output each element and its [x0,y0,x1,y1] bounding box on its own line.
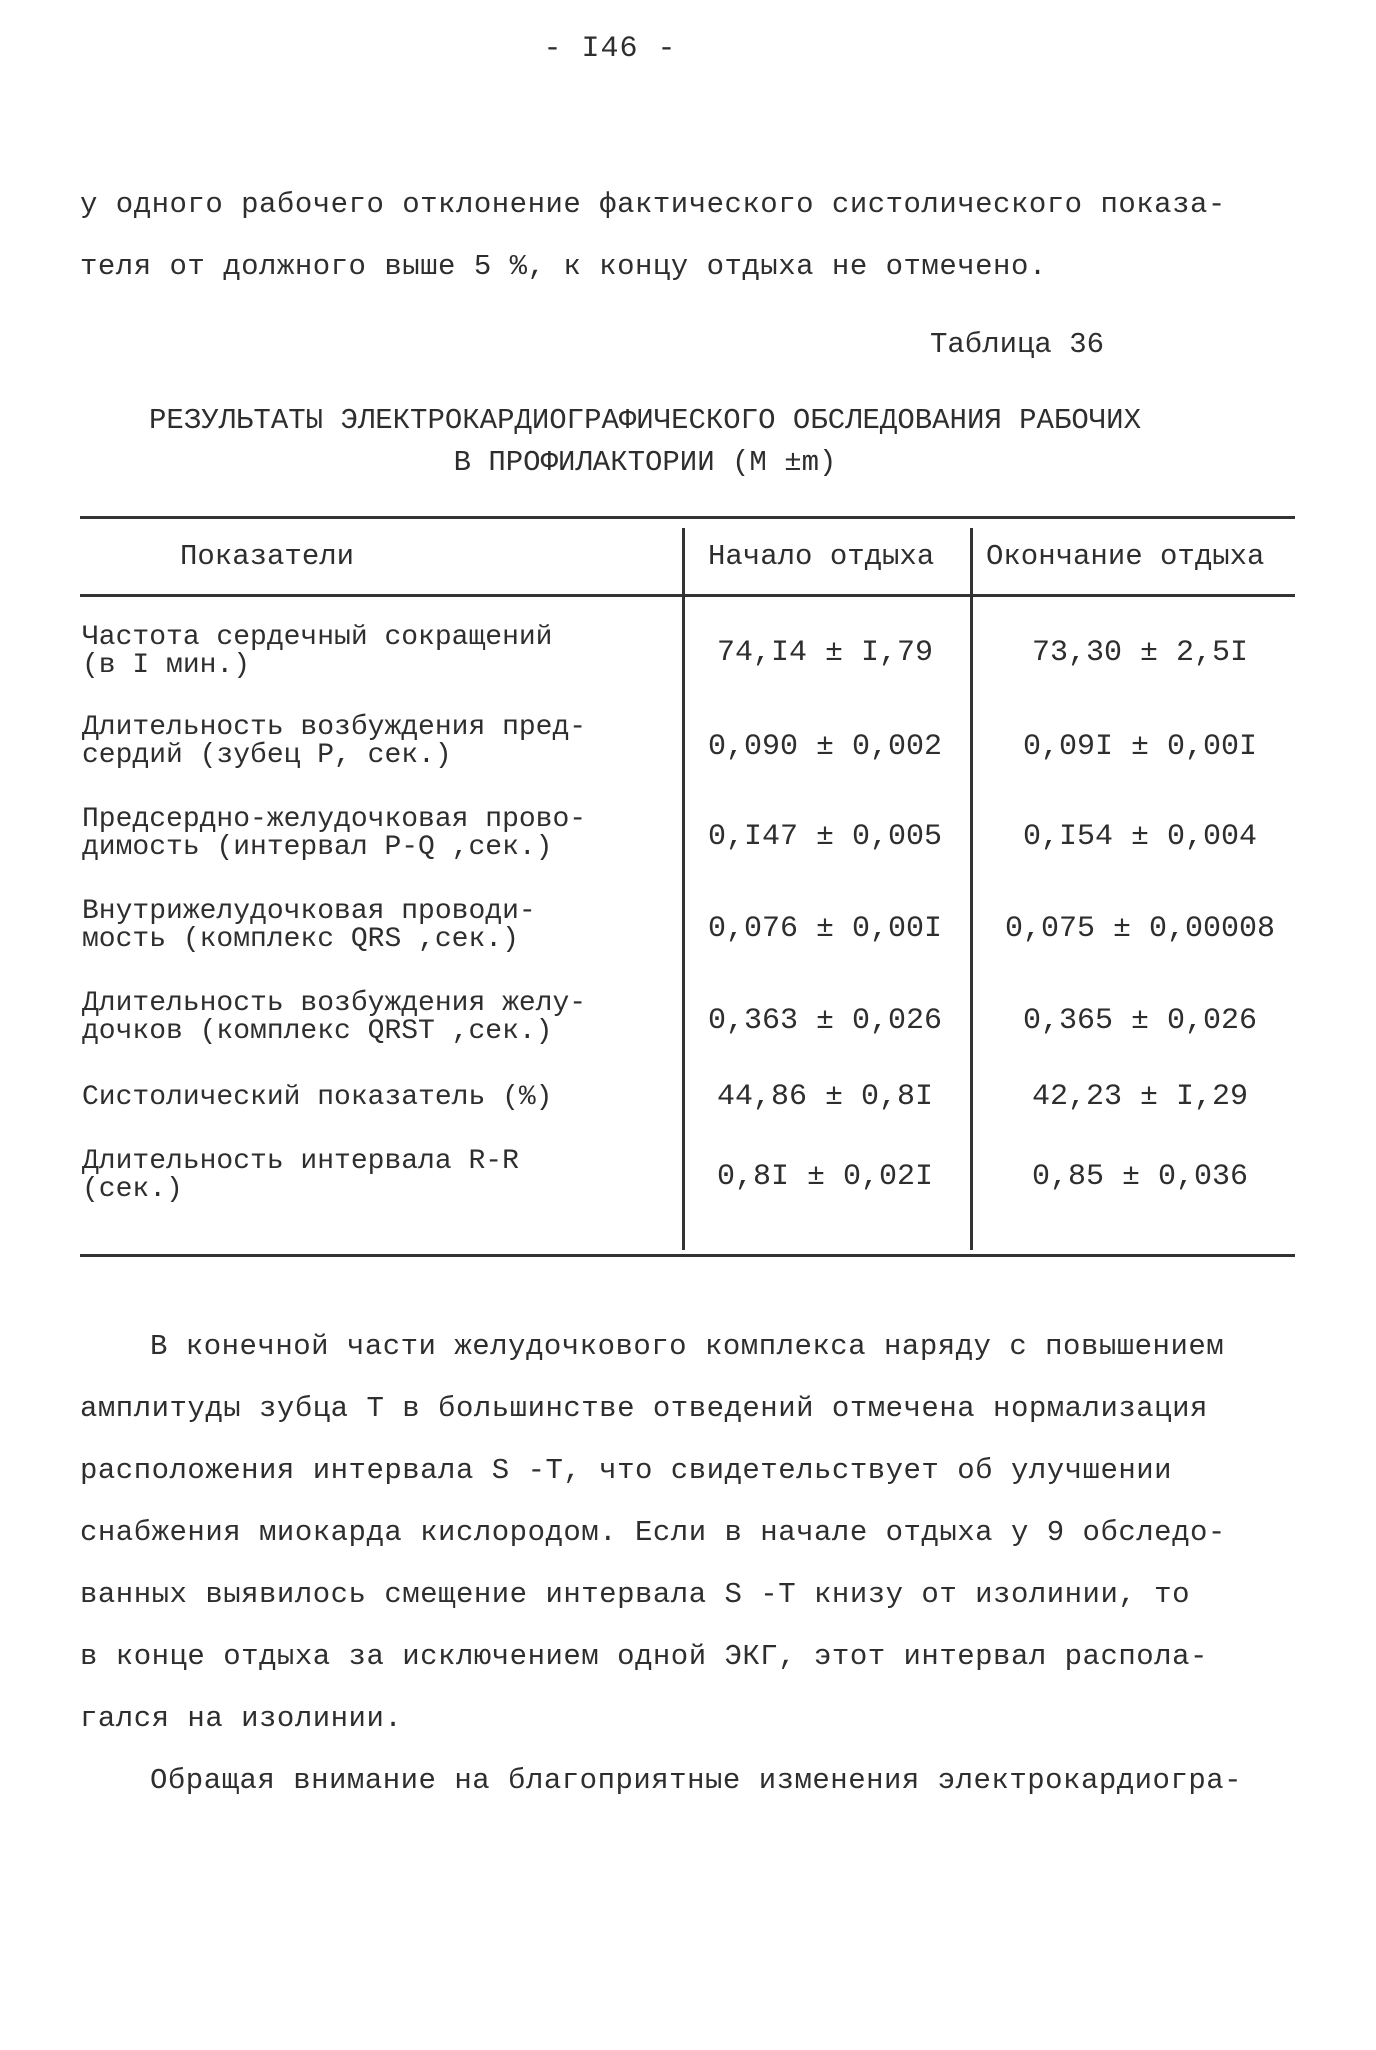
table-bottom-rule [80,1254,1295,1257]
row-label: Частота сердечный сокращений (в I мин.) [82,622,553,681]
row-label: Предсердно-желудочковая прово- димость (интервал P-Q ,сек.) [82,804,587,863]
intro-line-1: у одного рабочего отклонение фактического систолического показа- [80,188,1226,221]
body-line-5: ванных выявилось смещение интервала S -Т книзу от изолинии, то [80,1578,1190,1611]
table-title-line-2: В ПРОФИЛАКТОРИИ (М ±m) [453,446,837,479]
table-column-divider-1 [682,528,685,1250]
body-line-7: гался на изолинии. [80,1702,403,1735]
body-line-2: амплитуды зубца Т в большинстве отведений отмечена нормализация [80,1392,1208,1425]
body-line-3: расположения интервала S -Т, что свидетельствует об улучшении [80,1454,1173,1487]
column-header-start: Начало отдыха [708,540,935,573]
page-number: - I46 - [543,32,677,66]
row-end-value: 0,075 ± 0,00008 [1004,912,1276,946]
body-line-4: снабжения миокарда кислородом. Если в начале отдыха у 9 обследо- [80,1516,1226,1549]
table-number: Таблица 36 [930,328,1105,361]
row-end-value: 0,I54 ± 0,004 [1022,820,1258,854]
row-label: Длительность возбуждения желу- дочков (комплекс QRST ,сек.) [82,988,587,1047]
column-header-indicators: Показатели [180,540,355,573]
row-label: Внутрижелудочковая проводи- мость (комплекс QRS ,сек.) [82,896,536,955]
body-line-8: Обращая внимание на благоприятные изменения электрокардиогра- [150,1764,1243,1797]
table-header-rule [80,594,1295,597]
intro-line-2: теля от должного выше 5 %, к концу отдыха не отмечено. [80,250,1047,283]
row-start-value: 74,I4 ± I,79 [716,636,934,670]
row-end-value: 73,30 ± 2,5I [1031,636,1249,670]
row-label: Систолический показатель (%) [82,1082,553,1113]
row-start-value: 0,090 ± 0,002 [707,730,943,764]
row-start-value: 0,076 ± 0,00I [707,912,943,946]
row-end-value: 0,365 ± 0,026 [1022,1004,1258,1038]
row-end-value: 0,85 ± 0,036 [1031,1160,1249,1194]
body-line-1: В конечной части желудочкового комплекса наряду с повышением [150,1330,1225,1363]
table-column-divider-2 [970,528,973,1250]
row-start-value: 0,I47 ± 0,005 [707,820,943,854]
column-header-end: Окончание отдыха [986,540,1265,573]
row-start-value: 0,8I ± 0,02I [716,1160,934,1194]
row-end-value: 42,23 ± I,29 [1031,1080,1249,1114]
row-label: Длительность интервала R-R (сек.) [82,1146,519,1205]
table-title-line-1: РЕЗУЛЬТАТЫ ЭЛЕКТРОКАРДИОГРАФИЧЕСКОГО ОБСЛЕДОВАНИЯ РАБОЧИХ [149,404,1141,437]
row-label: Длительность возбуждения пред- сердий (зубец Р, сек.) [82,712,587,771]
table-top-rule [80,516,1295,519]
row-end-value: 0,09I ± 0,00I [1022,730,1258,764]
row-start-value: 0,363 ± 0,026 [707,1004,943,1038]
body-line-6: в конце отдыха за исключением одной ЭКГ, этот интервал распола- [80,1640,1208,1673]
row-start-value: 44,86 ± 0,8I [716,1080,934,1114]
